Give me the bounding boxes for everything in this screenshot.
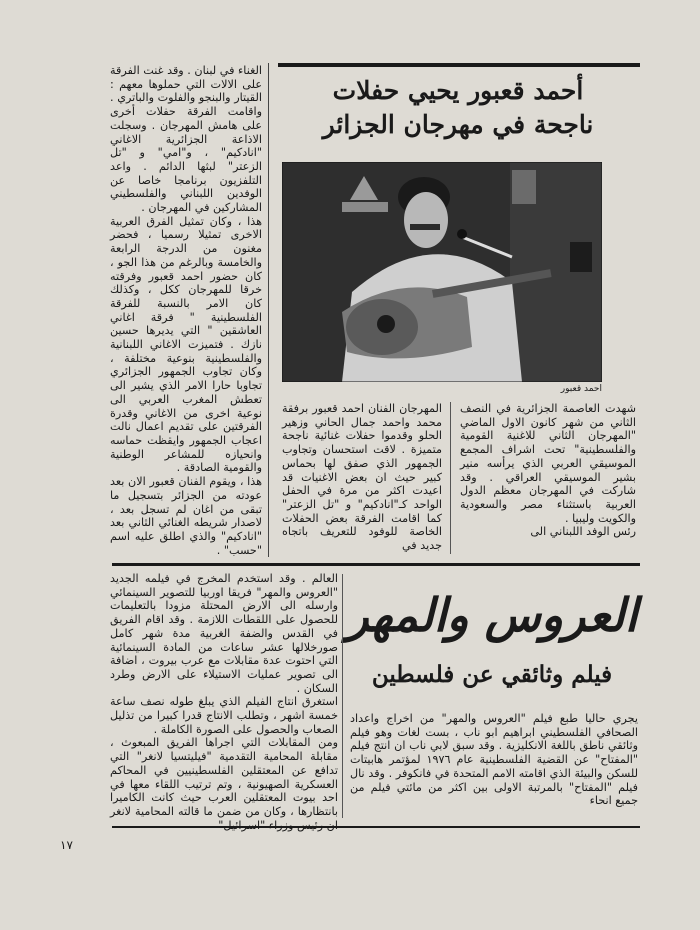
article1-lower-divider — [450, 402, 451, 554]
bottom-rule — [112, 826, 640, 828]
article1-column-divider — [268, 63, 269, 557]
photo-caption: احمد قعبور — [560, 384, 602, 394]
article1-column-continued — [110, 64, 262, 557]
article2-headline-sub: فيلم وثائقي عن فلسطين — [371, 661, 613, 688]
article2-headline — [346, 572, 638, 692]
article2-column-start — [350, 712, 638, 820]
article1-headline-line2: ناجحة في مهرجان الجزائر — [322, 110, 594, 139]
article1-photo — [282, 162, 602, 382]
article2-column-divider — [342, 574, 343, 818]
article1-headline-line1: أحمد قعبور يحيي حفلات — [332, 76, 584, 105]
article1-column-start-text: شهدت العاصمة الجزائرية في النصف الثاني من شهر كانون الاول الماضي "المهرجان الثاني للاغنية القومية والفلسطينية" تحت اشراف المجمع الموسيقي العربي الذي يرأسه منير بشير الموسيقي العراقي . وقد شاركت في المهرجان معظم الدول العربية باستثناء مصر والسعودية والكويت وليبيا . رئس الوفد اللبناني الى — [460, 402, 636, 539]
article2-column-continued-text: العالم . وقد استخدم المخرج في فيلمه الجديد "العروس والمهر" فريقا اوربيا للتصوير السينمائي وارسله الى الارض المحتلة مزودا بالتعليمات للحصول على اللقطات اللازمة . وقد اقام الفريق في القدس والضفة الغربية مدة شهر كامل صورخلالها عشر ساعات من المادة السينمائية التي احتوت عدة مقابلات مع عرب بيروت ، اضافة الى تصوير عمليات الاستيلاء على الارض وطرد السكان . استغرق انتاج الفيلم الذي يبلغ طوله نصف ساعة خمسة اشهر ، وتطلب الانتاج قدرا كبيرا من تذليل الصعاب والحصول على الصورة الكاملة . ومن المقابلات التي اجراها الفريق المبعوث ، مقابلة المحامية التقدمية "فيليتسيا لانغر" التي تدافع عن المعتقلين الفلسطينيين في المحاكم العسكرية الصهيونية ، وتم ترتيب اللقاء معها في احد بيوت المعتقلين العرب حيث كانت الكاميرا بانتظارها ، وكان من ضمن ما قالته المحامية لانغر — [110, 572, 338, 818]
page-number: ١٧ — [60, 838, 73, 852]
article1-column-middle-text: المهرجان الفنان احمد قعبور برفقة محمد واحمد جمال الحاني وزهير الحلو وقدموا حفلات غنائية ناجحة متميزة . لاقت استحسان وتجاوب الجمهور الذي صفق لها بحماس كبير حيث ان بعض الاغنيات قد اعيدت اكثر من مرة في الحفل الواحد كـ"انادكيم" و "تل الزعتر" كما اقامت الفرقة بعض الحفلات الخاصة للوفود للتعريف باتجاه جديد في — [282, 402, 442, 553]
article2-column-start-text: يجري حاليا طبع فيلم "العروس والمهر" من اخراج واعداد الصحافي الفلسطيني ابراهيم ابو ناب ، بست لغات وهو فيلم وثائقي ناطق باللغة الانكليزية . وقد سبق لابي ناب ان انتج فيلم "المفتاح" عن القضية الفلسطينية عام ١٩٧٦ لمؤتمر هابيتات للسكن والبيئة الذي اقامته الامم المتحدة في فانكوفر . وقد نال فيلم "المفتاح" بالمرتبة الاولى بين اكثر من مائتي فيلم من جميع انحاء — [350, 712, 639, 808]
top-rule — [278, 63, 640, 67]
section-divider — [112, 563, 640, 566]
article1-headline — [278, 74, 638, 142]
article1-column-start — [460, 402, 636, 554]
guitar-player-photo — [282, 162, 602, 382]
article2-headline-main: العروس والمهر — [346, 588, 638, 642]
article1-column-middle — [282, 402, 442, 554]
article2-column-continued — [110, 572, 338, 818]
article1-column-continued-text: الغناء في لبنان . وقد غنت الفرقة على الالات التي حملوها معهم : القيتار والبنجو والفلوت والباتري . واقامت الفرقة حفلات أخرى على هامش المهرجان . وسجلت الاذاعة الجزائرية الاغاني "انادكيم" ، و"امي" و "تل الزعتر" لبثها الدائم . واعد التلفزيون برنامجا خاصا عن الوفدين اللبناني والفلسطيني المشاركين في المهرجان . هذا ، وكان تمثيل الفرق العربية الاخرى تمثيلا رسميا ، فحضر مغنون من الدرجة الرابعة والخامسة وبالرغم من هذا الجو ، كان حضور احمد قعبور وفرقته خرقا للمهرجان ككل ، وكذلك كان الامر بالنسبة للفرقة الفلسطينية " فرقة اغاني العاشقين " التي يديرها حسين نازك . فتميزت الاغاني اللبنانية والفلسطينية بنوعية مختلفة ، وكان تجاوب الجمهور الجزائري تجاوبا حارا الامر الذي يشير الى تعطش المغرب العربي الى نوعية اخرى من الاغاني وقدرة الفرقتين على تقديم اعمال نالت اعجاب الجمهور وايقظت حماسه وانحيازه للمشاعر الوطنية والقومية الصادقة . هذا ، ويقوم الفنان قعبور الان بعد عودته من الجزائر بتسجيل ما تبقى من اغان لم تسجل بعد ، لاصدار شريطه الغنائي الثاني بعد "انادكيم" والذي اطلق عليه اسم "حسب" . — [110, 64, 262, 557]
